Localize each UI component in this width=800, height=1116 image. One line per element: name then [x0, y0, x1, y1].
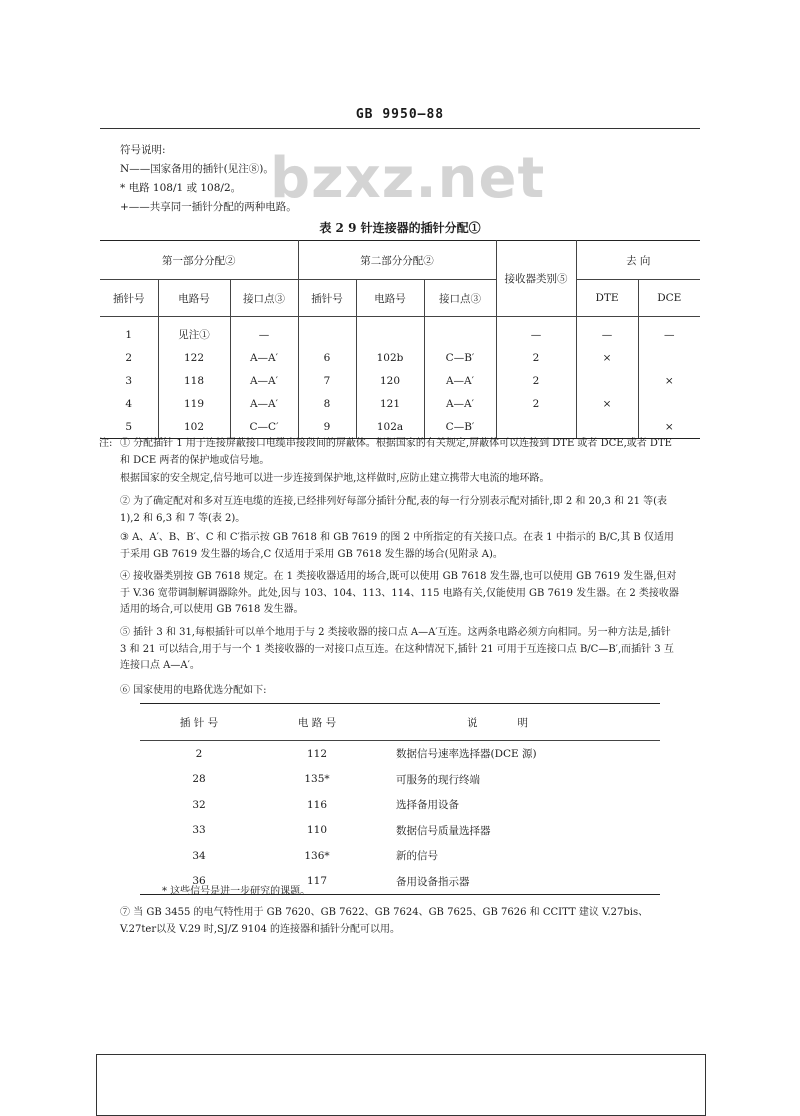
interface-cell: A—A′ [230, 392, 298, 415]
pin-assignment-table [100, 240, 700, 439]
table-row [100, 392, 700, 415]
notes-label: 注: [99, 438, 113, 449]
bottom-frame [96, 1054, 706, 1116]
circuit-cell: 116 [306, 798, 328, 811]
interface-cell: C—B′ [424, 415, 496, 439]
pin-header: 插 针 号 [140, 704, 258, 741]
interface-cell: A—A′ [424, 369, 496, 392]
circuit-cell: 121 [356, 392, 424, 415]
circuit-cell: 118 [158, 369, 230, 392]
dce-cell [638, 346, 700, 369]
table-row [140, 843, 660, 869]
circuit-cell: 120 [356, 369, 424, 392]
circuit-cell: 117 [258, 869, 376, 895]
pin-cell: 1 [100, 317, 158, 347]
note-4: ④ 接收器类别按 GB 7618 规定。在 1 类接收器适用的场合,既可以使用 GB 7618 发生器,也可以使用 GB 7619 发生器,但对于 V.36 宽带调制解调器除外。此处,因与 103、104、113、114、115 电路有关,仅能使用 GB 7619 发生器。在 2 类接收器适用的场合,可以使用 GB 7618 发生器。 [120, 571, 679, 615]
dte-cell: × [576, 346, 638, 369]
description-cell: 可服务的现行终端 [396, 773, 480, 786]
page-header-code: GB 9950—88 [355, 107, 445, 122]
legend-item: N——国家备用的插针(见注⑧)。 [120, 163, 274, 175]
receiver-cell: 2 [496, 346, 576, 369]
table-row [100, 369, 700, 392]
table-row [140, 818, 660, 844]
dce-cell: × [638, 415, 700, 439]
pin-cell: 4 [100, 392, 158, 415]
pin-cell: 2 [195, 747, 203, 760]
pin-cell: 36 [140, 869, 258, 895]
table2-title: 表 2 9 针连接器的插针分配① [319, 221, 481, 235]
dte-cell [576, 415, 638, 439]
receiver-cell: 2 [496, 392, 576, 415]
circuit-cell: 见注① [158, 317, 230, 347]
pin-cell [298, 317, 356, 347]
circuit-header: 电路号 [356, 280, 424, 317]
interface-cell: A—A′ [230, 369, 298, 392]
pin-cell: 2 [100, 346, 158, 369]
circuit-cell: 136* [304, 849, 330, 862]
dce-cell: × [664, 374, 674, 387]
description-cell: 数据信号质量选择器 [396, 824, 491, 837]
interface-cell: — [230, 317, 298, 347]
receiver-cell [496, 415, 576, 439]
legend-title: 符号说明: [120, 144, 166, 156]
pin-cell: 32 [192, 798, 206, 811]
interface-cell: C—B′ [424, 346, 496, 369]
table-row [140, 741, 660, 767]
interface-cell: C—C′ [230, 415, 298, 439]
note-1: ① 分配插针 1 用于连接屏蔽接口电缆串接段间的屏蔽体。根据国家的有关规定,屏蔽体可以连接到 DTE 或者 DCE,或者 DTE 和 DCE 两者的保护地或信号地。 [120, 438, 672, 466]
footnote-star: * 这些信号是进一步研究的课题。 [162, 886, 311, 897]
circuit-header: 电 路 号 [258, 704, 376, 741]
legend-item: +——共享同一插针分配的两种电路。 [120, 201, 297, 213]
receiver-class-header: 接收器类别⑤ [496, 241, 576, 317]
interface-point-header: 接口点③ [424, 280, 496, 317]
pin-cell: 28 [192, 773, 206, 786]
interface-point-header: 接口点③ [230, 280, 298, 317]
dce-cell [638, 392, 700, 415]
dce-cell: — [664, 328, 675, 341]
circuit-cell: 122 [158, 346, 230, 369]
description-header: 说明 [376, 704, 660, 741]
dte-cell: — [576, 317, 638, 347]
circuit-cell: 102a [356, 415, 424, 439]
circuit-header: 电路号 [158, 280, 230, 317]
circuit-cell: 102 [158, 415, 230, 439]
header-rule [100, 128, 700, 129]
dte-cell: × [576, 392, 638, 415]
description-cell: 备用设备指示器 [376, 869, 660, 895]
dte-cell [576, 369, 638, 392]
receiver-cell: 2 [496, 369, 576, 392]
pin-cell: 33 [192, 824, 206, 837]
table-row [100, 346, 700, 369]
pin-cell: 3 [100, 369, 158, 392]
interface-cell: A—A′ [230, 346, 298, 369]
watermark: bzxz.net [270, 146, 546, 211]
note-2: ② 为了确定配对和多对互连电缆的连接,已经排列好每部分插针分配,表的每一行分别表示配对插针,即 2 和 20,3 和 21 等(表 1),2 和 6,3 和 7 等(表 2)。 [120, 496, 668, 524]
table-row [100, 317, 700, 347]
pin-cell: 9 [298, 415, 356, 439]
pin-header: 插针号 [298, 280, 356, 317]
direction-header: 去 向 [576, 241, 700, 280]
circuit-cell: 135* [304, 773, 330, 786]
interface-cell [424, 317, 496, 347]
circuit-cell: 102b [356, 346, 424, 369]
pin-cell: 34 [192, 849, 206, 862]
legend-item: * 电路 108/1 或 108/2。 [120, 182, 242, 194]
note-5: ⑤ 插针 3 和 31,每根插针可以单个地用于与 2 类接收器的接口点 A—A′互连。这两条电路必须方向相同。另一种方法是,插针 3 和 21 可以结合,用于与一个 1 类接收器的一对接口点互连。在这种情况下,插针 21 可用于互连接口点 B/C—B′,而插针 3 互连接口点 A—A′。 [120, 627, 674, 671]
preferred-circuit-table [140, 703, 660, 895]
interface-cell: A—A′ [424, 392, 496, 415]
note-1-continued: 根据国家的安全规定,信号地可以进一步连接到保护地,这样做时,应防止建立携带大电流的地环路。 [120, 473, 550, 484]
circuit-cell: 119 [158, 392, 230, 415]
circuit-cell: 110 [306, 824, 328, 837]
circuit-cell [356, 317, 424, 347]
table-row [140, 767, 660, 793]
circuit-cell: 112 [306, 747, 328, 760]
group2-header: 第二部分分配② [298, 241, 496, 280]
table-row [100, 415, 700, 439]
table-row [140, 792, 660, 818]
note-6: ⑥ 国家使用的电路优选分配如下: [120, 685, 267, 696]
description-cell: 数据信号速率选择器(DCE 源) [396, 748, 537, 761]
dte-header: DTE [576, 280, 638, 317]
pin-cell: 7 [298, 369, 356, 392]
description-cell: 新的信号 [396, 850, 438, 863]
dce-header: DCE [638, 280, 700, 317]
group1-header: 第一部分分配② [100, 241, 298, 280]
receiver-cell: — [496, 317, 576, 347]
pin-header: 插针号 [100, 280, 158, 317]
note-3: ③ A、A′、B、B′、C 和 C′指示按 GB 7618 和 GB 7619 的图 2 中所指定的有关接口点。在表 1 中指示的 B/C,其 B 仅适用于采用 GB 7619 发生器的场合,C 仅适用于采用 GB 7618 发生器的场合(见附录 A)。 [120, 532, 674, 560]
pin-cell: 5 [100, 415, 158, 439]
pin-cell: 6 [298, 346, 356, 369]
description-cell: 选择备用设备 [396, 799, 459, 812]
pin-cell: 8 [298, 392, 356, 415]
note-7: ⑦ 当 GB 3455 的电气特性用于 GB 7620、GB 7622、GB 7624、GB 7625、GB 7626 和 CCITT 建议 V.27bis、V.27ter以及 V.29 时,SJ/Z 9104 的连接器和插针分配可以用。 [120, 907, 649, 935]
